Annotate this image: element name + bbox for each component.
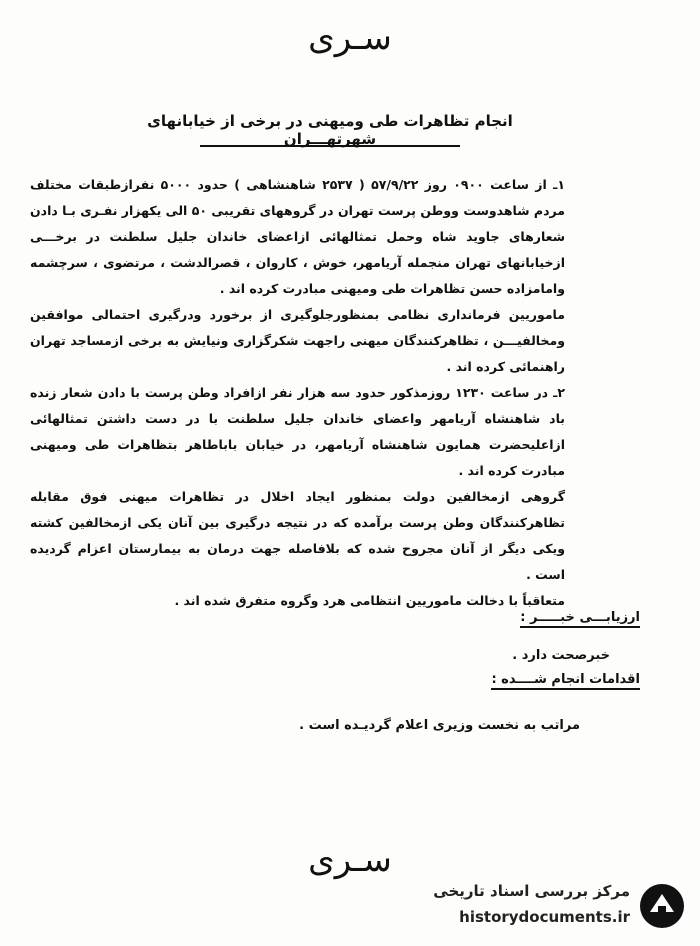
title-underline	[200, 145, 460, 147]
paragraph-1: ۱ـ از ساعت ۰۹۰۰ روز ۵۷/۹/۲۲ ( ۲۵۳۷ شاهنشاهی ) حدود ۵۰۰۰ نفرازطبقات مختلف مردم شاهدوست ووطن پرست تهران در گروههای تقریبی ۵۰ الی یکهزار نفـری بـا دادن شعارهای جاوید شاه وحمل تمثالهائی ازاعضای خاندان جلیل سلطنت در برخـــی ازخیابانهای تهران منجمله آریامهر، خوش ، کاروان ، قصرالدشت ، مرتضوی ، سرچشمه وامامزاده حسن تظاهرات طی ومیهنی مبادرت کرده اند .	[30, 177, 565, 296]
document-body	[30, 172, 565, 614]
watermark	[400, 880, 690, 940]
classification-bottom: سـری	[308, 840, 392, 880]
classification-top: سـری	[308, 18, 392, 58]
actions-label	[491, 672, 640, 687]
review-value: خبرصحت دارد .	[512, 648, 610, 663]
report-line: مراتب به نخست وزیری اعلام گردیـده است .	[299, 718, 580, 733]
review-label-text: ارزیابـــی خبـــــر :	[520, 610, 640, 628]
review-label	[520, 610, 640, 625]
watermark-url: historydocuments.ir	[459, 908, 630, 926]
paragraph-5: متعاقباً با دخالت ماموریین انتظامی هرد وگروه متفرق شده اند .	[174, 593, 565, 608]
document-title: انجام تظاهرات طی ومیهنی در برخی از خیابانهای شهرتهـــران	[147, 112, 513, 148]
actions-label-text: اقدامات انجام شــــده :	[491, 672, 640, 690]
archive-logo-icon	[638, 882, 686, 930]
paragraph-4: گروهی ازمخالفین دولت بمنظور ایجاد اخلال در تظاهرات میهنی فوق مقابله تظاهرکنندگان وطن پرست برآمده که در نتیجه درگیری بین آنان یکی ازمخالفین کشته ویکی دیگر از آنان مجروح شده که بلافاصله جهت درمان به بیمارستان اعزام گردیده است .	[30, 489, 565, 582]
paragraph-2: ماموریین فرمانداری نظامی بمنظورجلوگیری از برخورد ودرگیری احتمالی موافقین ومخالفیـــن ، تظاهرکنندگان میهنی راجهت شکرگزاری ونیایش به برخی ازمساجد تهران راهنمائی کرده اند .	[30, 307, 565, 374]
watermark-name: مرکز بررسی اسناد تاریخی	[433, 882, 630, 900]
paragraph-3: ۲ـ در ساعت ۱۲۳۰ روزمذکور حدود سه هزار نفر ازافراد وطن پرست با دادن شعار زنده باد شاهنشاه آریامهر واعضای خاندان جلیل سلطنت با در دست داشتن تمثالهائی ازاعلیحضرت همایون شاهنشاه آریامهر، در خیابان باباطاهر بتظاهرات طی ومیهنی مبادرت کرده اند .	[30, 385, 565, 478]
